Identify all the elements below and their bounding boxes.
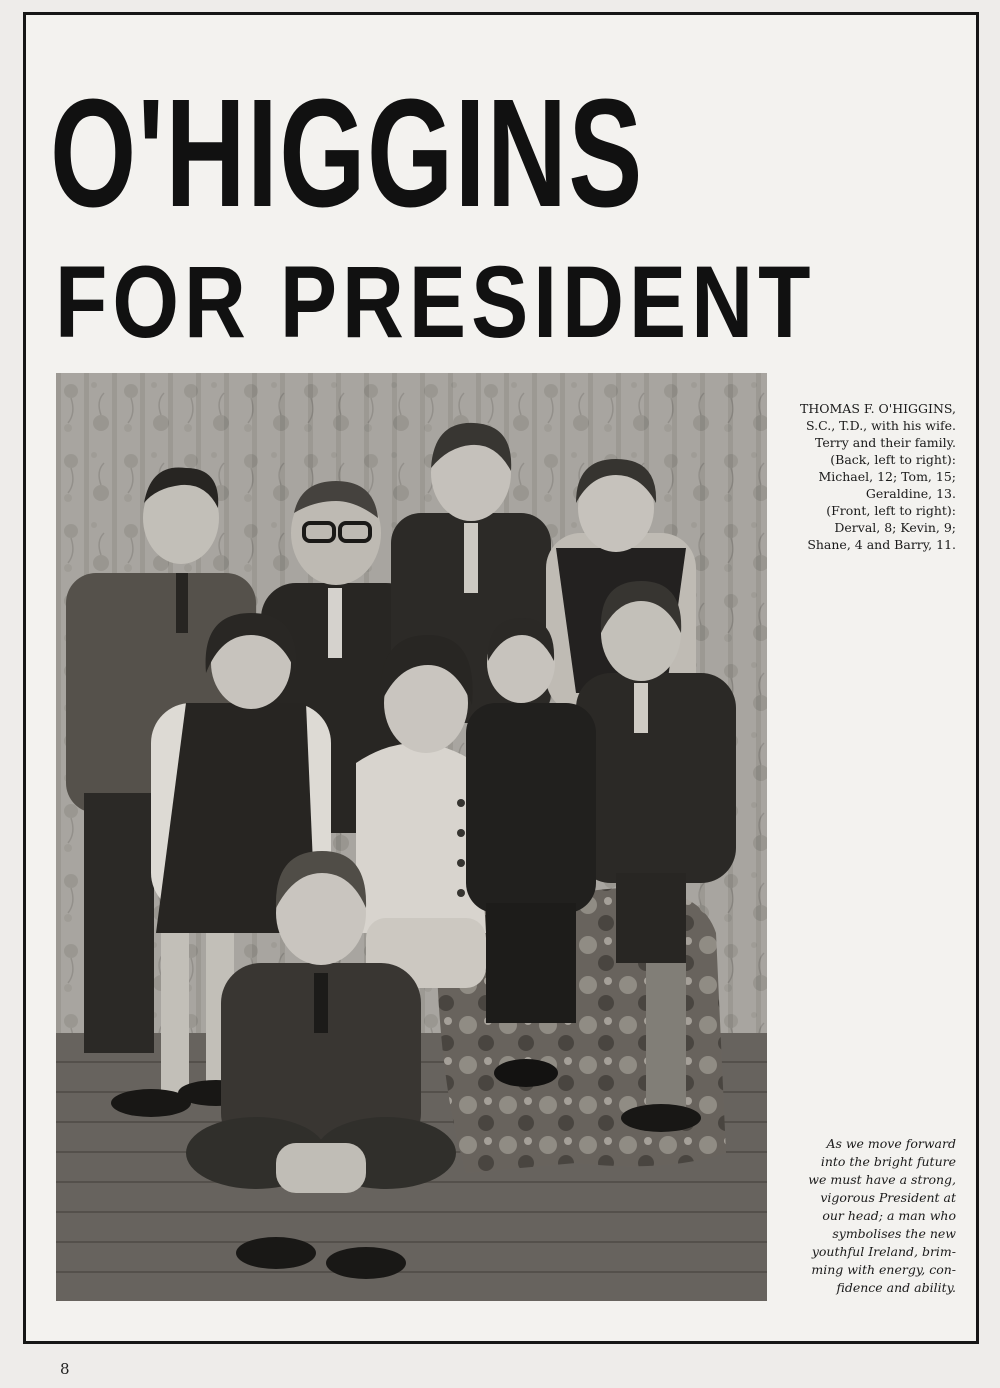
caption-line: Shane, 4 and Barry, 11. <box>807 537 956 552</box>
quote-line: into the bright future <box>820 1154 956 1169</box>
caption-line: (Back, left to right): <box>830 452 956 467</box>
campaign-quote <box>784 1135 956 1297</box>
quote-line: we must have a strong, <box>808 1172 956 1187</box>
caption-line: Geraldine, 13. <box>865 486 956 501</box>
headline-subtitle: FOR PRESIDENT <box>55 245 816 359</box>
quote-line: fidence and ability. <box>836 1280 956 1295</box>
family-photo <box>56 373 767 1301</box>
caption-line: Terry and their family. <box>815 435 956 450</box>
quote-line: symbolises the new <box>832 1226 956 1241</box>
caption-line: (Front, left to right): <box>826 503 956 518</box>
quote-line: youthful Ireland, brim- <box>811 1244 956 1259</box>
caption-line: S.C., T.D., with his wife. <box>806 418 956 433</box>
caption-line: Derval, 8; Kevin, 9; <box>834 520 956 535</box>
page-number: 8 <box>60 1360 70 1378</box>
caption-line: THOMAS F. O'HIGGINS, <box>800 401 956 416</box>
headline-name: O'HIGGINS <box>50 67 644 239</box>
quote-line: our head; a man who <box>822 1208 956 1223</box>
photo-caption <box>778 400 956 553</box>
quote-line: ming with energy, con- <box>811 1262 956 1277</box>
family-photo-illustration <box>56 373 767 1301</box>
quote-line: vigorous President at <box>820 1190 956 1205</box>
quote-line: As we move forward <box>826 1136 956 1151</box>
caption-line: Michael, 12; Tom, 15; <box>818 469 956 484</box>
